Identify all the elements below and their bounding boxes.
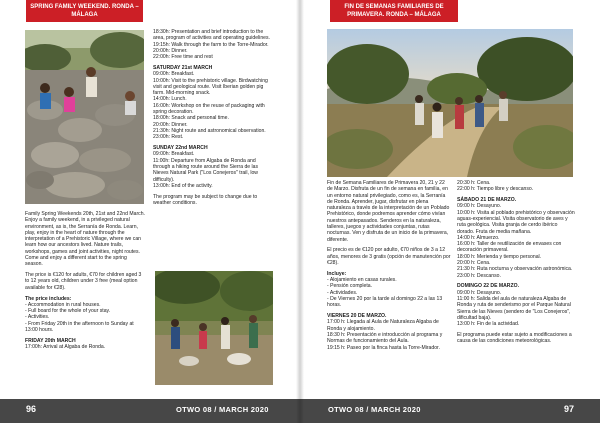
includes-item: - Activities. xyxy=(25,314,50,321)
photo-group-with-animals-image xyxy=(155,271,273,385)
photo-hikers-trail xyxy=(327,29,573,177)
schedule-item: 20:00h: Dinner. xyxy=(153,47,188,54)
closing-text: El programa puede estar sujeto a modificaciones a causa de las condiciones meteorológicas. xyxy=(457,332,572,345)
right-column-1 xyxy=(327,180,451,355)
schedule-item: 10:00h: Visit to the prehistoric village. Birdwatching visit and geological route. Visit Iberian golden pig farm. Mid-morning snack. xyxy=(153,77,268,97)
schedule-item: 17:00 h: Llegada al Aula de Naturaleza Algaba de Ronda y alojamiento. xyxy=(327,319,439,332)
schedule-item: 19:15 h: Paseo por la finca hasta la Torre-Mirador. xyxy=(327,344,440,351)
schedule-item: 23:00h: Rest. xyxy=(153,134,184,141)
sunday-title: SUNDAY 22nd MARCH xyxy=(153,145,208,152)
includes-list xyxy=(327,277,451,308)
magazine-issue: OTWO 08 / MARCH 2020 xyxy=(328,405,421,414)
book-spine-shadow xyxy=(296,0,304,423)
footer-bar xyxy=(0,399,300,423)
closing-text: The program may be subject to change due to weather conditions. xyxy=(153,193,258,206)
includes-item: - Actividades. xyxy=(327,289,358,296)
magazine-issue: OTWO 08 / MARCH 2020 xyxy=(176,405,269,414)
schedule-item: 19:15h: Walk through the farm to the Torre-Mirador. xyxy=(153,41,269,48)
left-column-2 xyxy=(153,29,273,211)
schedule-item: 14:00h: Lunch. xyxy=(153,96,187,103)
right-page xyxy=(300,0,600,423)
friday-item: 17:00h: Arrival at Algaba de Ronda. xyxy=(25,344,106,351)
schedule-item: 13:00 h: Fin de la actividad. xyxy=(457,321,520,328)
price-text: El precio es de €120 por adulto, €70 niños de 3 a 12 años, menores de 3 gratis (opción de manutención por €28). xyxy=(327,247,451,267)
schedule-item: 10:00 h: Visita al poblado prehistórico y observación aguas-experiencial. Visita observatorio de aves y ruta geológica. Visita granja de cerdo ibérico dorado. Fruta de media mañana. xyxy=(457,209,575,235)
footer-bar xyxy=(300,399,600,423)
right-column-2 xyxy=(457,180,575,349)
schedule-item: 18:00h: Snack and personal time. xyxy=(153,115,229,122)
schedule-item: 20:00h: Dinner. xyxy=(153,121,188,128)
includes-title: Incluye: xyxy=(327,270,347,277)
schedule-item: 09:00h: Breakfast. xyxy=(153,151,195,158)
page-number: 96 xyxy=(26,404,37,414)
saturday-title: SATURDAY 21st MARCH xyxy=(153,64,213,71)
friday-title: VIERNES 20 DE MARZO. xyxy=(327,313,387,320)
left-column-1 xyxy=(25,211,146,355)
photo-children-stone-wall-image xyxy=(25,30,144,204)
schedule-item: 09:00 h: Desayuno. xyxy=(457,289,502,296)
includes-title: The price includes: xyxy=(25,295,72,302)
schedule-item: 09:00 h: Desayuno. xyxy=(457,203,502,210)
schedule-item: 18:00 h: Merienda y tiempo personal. xyxy=(457,253,542,260)
schedule-item: 22:00 h: Tiempo libre y descanso. xyxy=(457,186,534,193)
includes-item: - From Friday 20th in the afternoon to Sunday at 13:00 hours. xyxy=(25,320,134,334)
schedule-item: 16:00h: Workshop on the reuse of packaging with spring decoration. xyxy=(153,102,265,116)
photo-group-with-animals xyxy=(155,271,273,385)
price-text: The price is €120 for adults, €70 for children aged 3 to 12 years old, children under 3 free (meal option available for €28). xyxy=(25,272,142,291)
includes-item: - Pensión completa. xyxy=(327,283,373,290)
schedule-item: 16:00 h: Taller de reutilización de envases con decoración primaveral. xyxy=(457,241,562,254)
section-label: FIN DE SEMANAS FAMILIARES DE PRIMAVERA. RONDA – MÁLAGA xyxy=(330,0,458,22)
schedule-item: 18:30 h: Presentación e introducción al programa y Normas de funcionamiento del Aula. xyxy=(327,332,443,345)
includes-item: - Accommodation in rural houses. xyxy=(25,301,101,308)
schedule-item: 20:30 h: Cena. xyxy=(457,180,491,186)
schedule-item: 11:00h: Departure from Algaba de Ronda and through a hiking route around the Sierra de las Nieves Natural Park ("Los Conejeros" trail, low difficulty). xyxy=(153,157,259,183)
photo-children-stone-wall xyxy=(25,30,144,204)
schedule-item: 21:30 h: Ruta nocturna y observación astronómica. xyxy=(457,266,573,273)
sunday-title: DOMINGO 22 DE MARZO. xyxy=(457,283,519,290)
schedule-item: 11:00 h: Salida del aula de naturaleza Algaba de Ronda y ruta de senderismo por el Parque Natural Sierra de las Nieves (sendero de "Los Conejeros", dificultad baja). xyxy=(457,296,571,321)
schedule-item: 18:30h: Presentation and brief introduction to the area, program of activities and operating guidelines. xyxy=(153,29,270,42)
schedule-item: 14:00 h: Almuerzo. xyxy=(457,234,500,241)
saturday-title: SÁBADO 21 DE MARZO. xyxy=(457,197,517,204)
includes-list xyxy=(25,302,146,333)
includes-item: - Alojamiento en casas rurales. xyxy=(327,277,397,284)
schedule-item: 13:00h: End of the activity. xyxy=(153,182,213,189)
schedule-item: 20:00 h: Cena. xyxy=(457,260,491,267)
schedule-item: 21:30h: Night route and astronomical observation. xyxy=(153,127,266,134)
schedule-item: 23:00 h: Descanso. xyxy=(457,272,501,279)
photo-hikers-trail-image xyxy=(327,29,573,177)
page-number: 97 xyxy=(564,404,575,414)
schedule-item: 22:00h: Free time and rest xyxy=(153,54,213,61)
includes-item: - Full board for the whole of your stay. xyxy=(25,308,111,315)
intro-text: Fin de Semana Familiares de Primavera 20, 21 y 22 de Marzo. Disfruta de un fin de semana en familia, en un entorno natural privilegiado, como es, la Serranía de Ronda. Aprender, jugar, disfrutar en plena naturaleza a través de la interpretación de un Poblado Prehistórico, donde podremos aprender cómo vivían nuestros antepasados. Senderos en la naturaleza, talleres, juegos y actividades conjuntas, rutas nocturnas. Ven y disfruta de un inicio de la primavera, diferente. xyxy=(327,180,450,243)
section-label: SPRING FAMILY WEEKEND. RONDA – MÁLAGA xyxy=(26,0,143,22)
intro-text: Family Spring Weekends 20th, 21st and 22nd March. Enjoy a family weekend, in a privileged natural environment, as is, the Serranía de Ronda. Learn, play, enjoy in the heart of nature through the interpretation of a Prehistoric Village, where we can learn how our ancestors lived. Nature trails, workshops, games and joint activities, night routes. Come and enjoy a different start to the spring season. xyxy=(25,211,145,268)
includes-item: - De Viernes 20 por la tarde al domingo 22 a las 13 horas. xyxy=(327,296,443,309)
schedule-item: 09:00h: Breakfast. xyxy=(153,71,195,78)
friday-title: FRIDAY 20th MARCH xyxy=(25,337,76,344)
